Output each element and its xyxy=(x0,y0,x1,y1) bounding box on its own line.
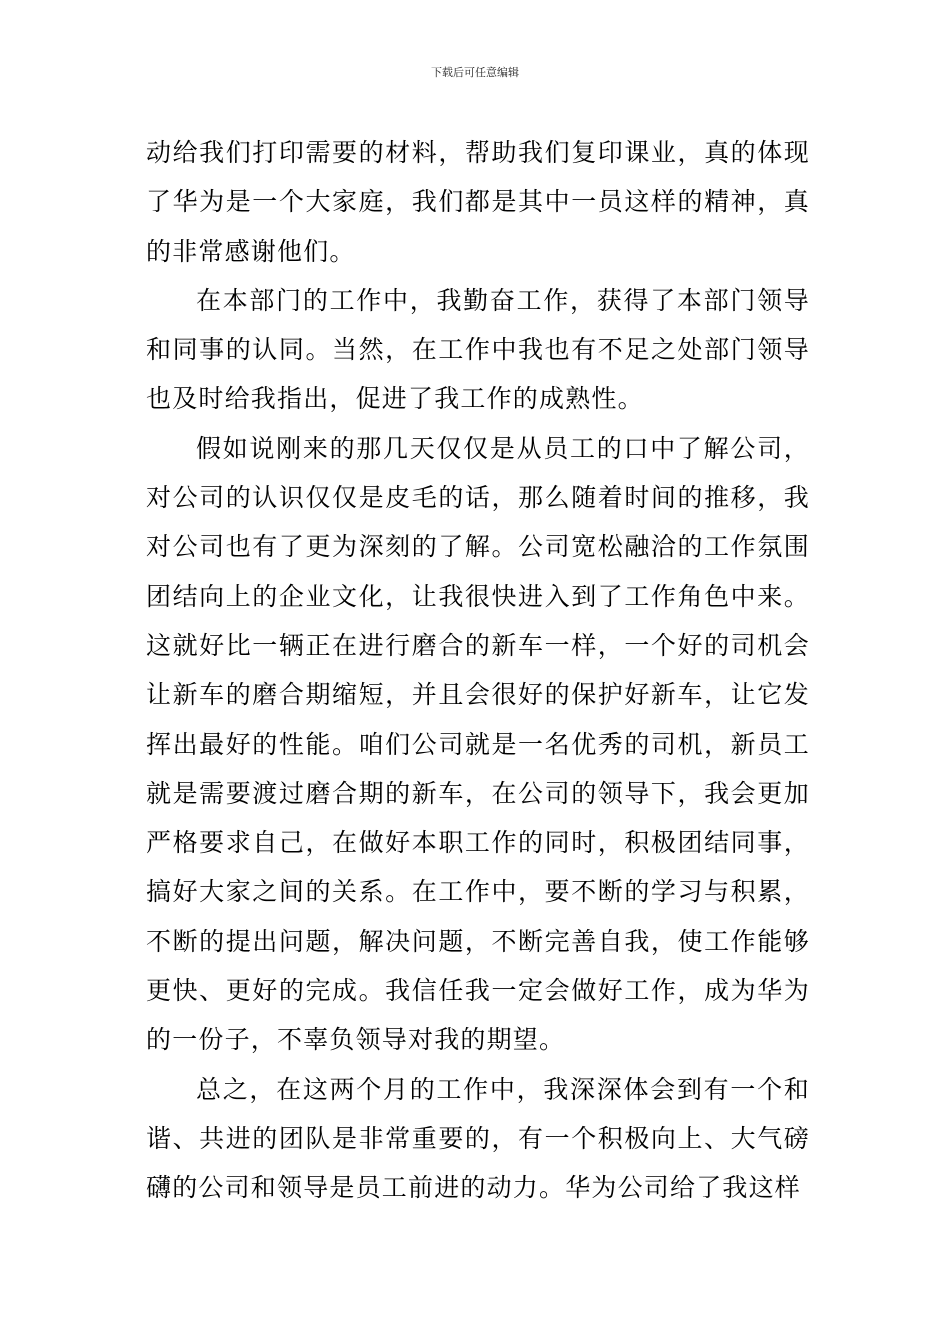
paragraph-summary: 总之，在这两个月的工作中，我深深体会到有一个和谐、共进的团队是非常重要的，有一个积极向上、大气磅礴的公司和领导是员工前进的动力。华为公司给了我这样 xyxy=(146,1074,810,1203)
document-body xyxy=(146,128,810,1213)
header-note: 下载后可任意编辑 xyxy=(431,66,519,79)
paragraph-continuation: 动给我们打印需要的材料，帮助我们复印课业，真的体现了华为是一个大家庭，我们都是其中一员这样的精神，真的非常感谢他们。 xyxy=(146,138,810,266)
paragraph-company-understanding: 假如说刚来的那几天仅仅是从员工的口中了解公司，对公司的认识仅仅是皮毛的话，那么随着时间的推移，我对公司也有了更为深刻的了解。公司宽松融洽的工作氛围团结向上的企业文化，让我很快进入到了工作角色中来。这就好比一辆正在进行磨合的新车一样，一个好的司机会让新车的磨合期缩短，并且会很好的保护好新车，让它发挥出最好的性能。咱们公司就是一名优秀的司机，新员工就是需要渡过磨合期的新车，在公司的领导下，我会更加严格要求自己，在做好本职工作的同时，积极团结同事，搞好大家之间的关系。在工作中，要不断的学习与积累，不断的提出问题，解决问题，不断完善自我，使工作能够更快、更好的完成。我信任我一定会做好工作，成为华为的一份子，不辜负领导对我的期望。 xyxy=(146,433,810,1055)
paragraph-department-work: 在本部门的工作中，我勤奋工作，获得了本部门领导和同事的认同。当然，在工作中我也有不足之处部门领导也及时给我指出，促进了我工作的成熟性。 xyxy=(146,285,810,414)
